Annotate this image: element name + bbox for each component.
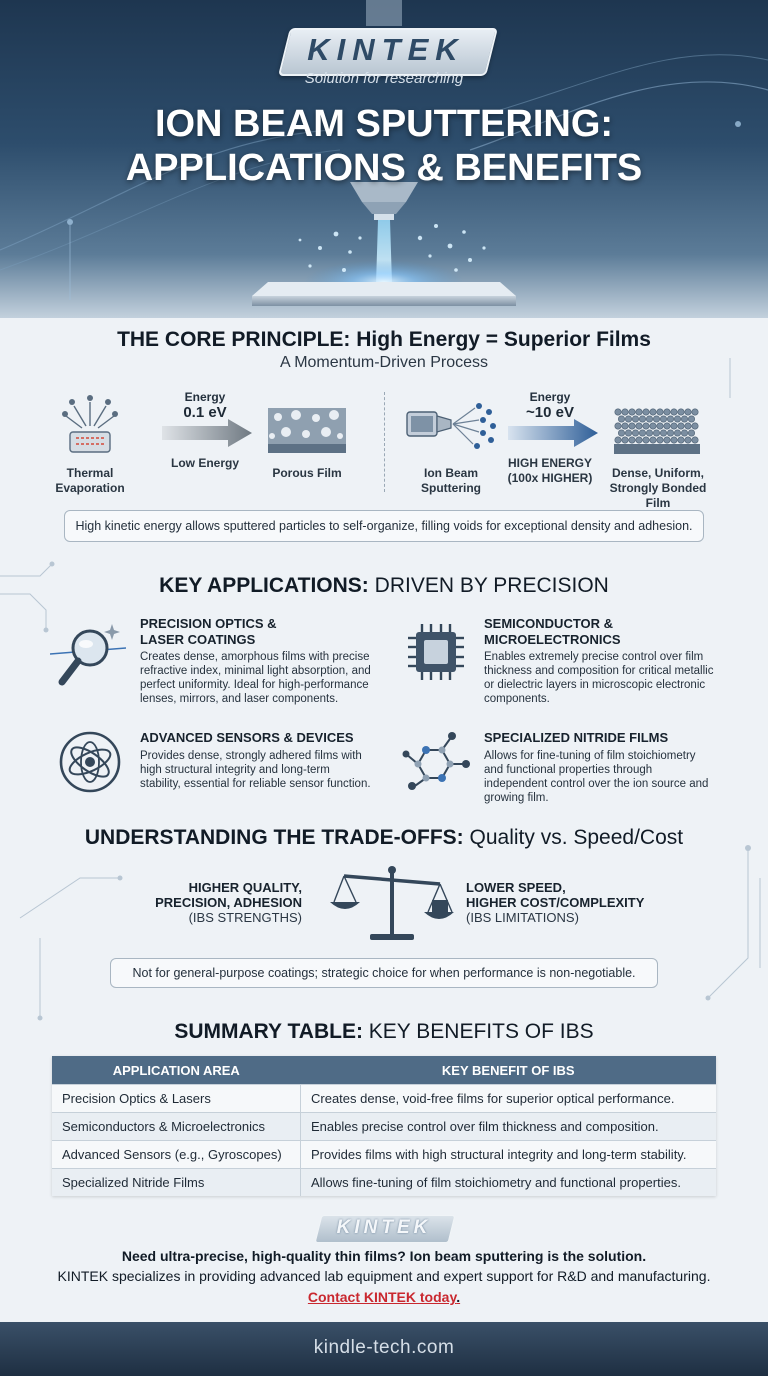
table-cell-benefit: Enables precise control over film thickness and composition. <box>301 1113 717 1141</box>
film-atom <box>615 423 621 429</box>
table-row <box>52 1169 716 1197</box>
tradeoff-callout: Not for general-purpose coatings; strategic choice for when performance is non-negotiable. <box>110 958 658 988</box>
microchip-icon <box>404 620 468 684</box>
footer-url[interactable]: kindle-tech.com <box>313 1337 455 1358</box>
tradeoff-limitations-line-2: HIGHER COST/COMPLEXITY <box>466 895 645 910</box>
applications-heading <box>0 574 768 598</box>
film-atom <box>636 423 642 429</box>
film-atom <box>632 430 638 436</box>
film-atom <box>681 416 687 422</box>
film-atom <box>688 416 694 422</box>
film-atom <box>667 416 673 422</box>
high-energy-note-line-2: (100x HIGHER) <box>507 471 593 485</box>
film-atom <box>678 423 684 429</box>
app-nitride-title: SPECIALIZED NITRIDE FILMS <box>484 730 669 745</box>
magnifier-laser-icon <box>50 618 126 690</box>
table-cell-benefit: Allows fine-tuning of film stoichiometry and functional properties. <box>301 1169 717 1197</box>
tradeoff-strengths-sub: (IBS STRENGTHS) <box>188 910 302 925</box>
molecule-icon <box>402 730 470 790</box>
film-atom <box>618 416 624 422</box>
film-atom <box>678 409 684 415</box>
film-atom <box>622 409 628 415</box>
film-atom <box>629 437 635 443</box>
film-atom <box>667 430 673 436</box>
cta-headline: Need ultra-precise, high-quality thin films? Ion beam sputtering is the solution. <box>121 1248 647 1264</box>
film-atom <box>674 430 680 436</box>
principle-callout: High kinetic energy allows sputtered particles to self-organize, filling voids for exceptional density and adhesion. <box>64 510 704 542</box>
title-line-2: APPLICATIONS & BENEFITS <box>125 147 643 189</box>
ion-beam-source-icon <box>405 400 497 452</box>
tradeoff-strengths-line-2: PRECISION, ADHESION <box>155 895 302 910</box>
film-atom <box>685 423 691 429</box>
thermal-evaporation-label: Thermal Evaporation <box>55 466 125 495</box>
high-energy-arrow-icon <box>508 418 600 448</box>
film-atom <box>629 423 635 429</box>
contact-link[interactable] <box>0 1289 768 1305</box>
kintek-logo: KINTEK <box>307 32 465 67</box>
app-semiconductor-title-line-2: MICROELECTRONICS <box>484 632 621 647</box>
film-atom <box>671 437 677 443</box>
page-title <box>0 102 768 190</box>
applications-heading-rest: DRIVEN BY PRECISION <box>374 574 609 597</box>
film-atom <box>653 416 659 422</box>
porous-film-icon <box>268 408 346 454</box>
ion-beam-sputtering-label: Ion Beam Sputtering <box>421 466 481 495</box>
tradeoffs-heading <box>0 826 768 850</box>
high-energy-value: ~10 eV <box>526 404 574 421</box>
app-optics-title-line-1: PRECISION OPTICS & <box>140 616 277 631</box>
summary-heading <box>0 1020 768 1044</box>
film-atom <box>681 430 687 436</box>
app-semiconductor-title-line-1: SEMICONDUCTOR & <box>484 616 614 631</box>
summary-table <box>52 1056 716 1196</box>
film-atom <box>615 409 621 415</box>
film-atom <box>653 430 659 436</box>
table-cell-area: Advanced Sensors (e.g., Gyroscopes) <box>52 1141 301 1169</box>
gyroscope-icon <box>58 730 122 794</box>
app-semiconductor-title <box>484 616 621 648</box>
principle-subtitle: A Momentum-Driven Process <box>279 354 489 371</box>
table-header-area: APPLICATION AREA <box>52 1056 301 1085</box>
film-atom <box>685 409 691 415</box>
contact-link-period: . <box>456 1289 461 1305</box>
film-atom <box>636 409 642 415</box>
film-atom <box>671 409 677 415</box>
app-sensors-title: ADVANCED SENSORS & DEVICES <box>140 730 354 745</box>
film-atom <box>636 437 642 443</box>
film-atom <box>622 437 628 443</box>
film-atom <box>664 437 670 443</box>
film-atom <box>657 409 663 415</box>
dense-film-icon <box>614 408 700 456</box>
hero-banner <box>0 0 768 318</box>
app-semiconductor-desc: Enables extremely precise control over film thickness and composition for critical metallic or dielectric layers in microscopic electronic components. <box>484 651 714 705</box>
film-atom <box>625 430 631 436</box>
table-header-row <box>52 1056 716 1085</box>
table-cell-benefit: Provides films with high structural integrity and long-term stability. <box>301 1141 717 1169</box>
principle-heading-bold: THE CORE PRINCIPLE: <box>117 328 351 351</box>
tradeoffs-heading-rest: Quality vs. Speed/Cost <box>469 826 684 849</box>
tradeoffs-heading-bold: UNDERSTANDING THE TRADE-OFFS: <box>84 826 464 849</box>
film-atom <box>660 416 666 422</box>
table-cell-area: Specialized Nitride Films <box>52 1169 301 1197</box>
film-atom <box>657 437 663 443</box>
film-atom <box>625 416 631 422</box>
film-atom <box>639 416 645 422</box>
balance-scale-icon <box>330 862 454 944</box>
app-optics-desc: Creates dense, amorphous films with precise refractive index, minimal light absorption, and perfect uniformity. Ideal for high-performance lenses, mirrors, and laser components. <box>140 651 371 705</box>
footer-logo: KINTEK <box>336 1217 432 1238</box>
table-cell-area: Semiconductors & Microelectronics <box>52 1113 301 1141</box>
high-energy-note <box>500 456 600 486</box>
app-optics-title-line-2: LASER COATINGS <box>140 632 256 647</box>
film-atom <box>660 430 666 436</box>
film-atom <box>646 430 652 436</box>
table-cell-area: Precision Optics & Lasers <box>52 1085 301 1113</box>
film-atom <box>678 437 684 443</box>
high-energy-label: Energy <box>529 390 571 404</box>
contact-link-text[interactable]: Contact KINTEK today <box>307 1289 457 1305</box>
film-atom <box>685 437 691 443</box>
film-atom <box>639 430 645 436</box>
low-energy-note: Low Energy <box>170 456 239 470</box>
film-atom <box>688 430 694 436</box>
film-atom <box>664 409 670 415</box>
film-atom <box>622 423 628 429</box>
tradeoff-limitations-sub: (IBS LIMITATIONS) <box>466 910 579 925</box>
tradeoff-limitations <box>466 880 666 925</box>
film-atom <box>692 409 698 415</box>
porous-film-label: Porous Film <box>272 466 342 480</box>
film-atom <box>643 437 649 443</box>
film-atom <box>643 423 649 429</box>
applications-heading-bold: KEY APPLICATIONS: <box>159 574 369 597</box>
film-atom <box>674 416 680 422</box>
low-energy-label: Energy <box>184 390 226 404</box>
tradeoff-limitations-line-1: LOWER SPEED, <box>466 880 566 895</box>
table-row <box>52 1141 716 1169</box>
title-line-1: ION BEAM SPUTTERING: <box>154 103 614 145</box>
film-atom <box>650 437 656 443</box>
film-atom <box>692 423 698 429</box>
table-row <box>52 1085 716 1113</box>
table-cell-benefit: Creates dense, void-free films for superior optical performance. <box>301 1085 717 1113</box>
film-atom <box>646 416 652 422</box>
principle-divider <box>384 392 385 492</box>
thermal-evaporation-icon <box>62 392 118 458</box>
cta-description: KINTEK specializes in providing advanced lab equipment and expert support for R&D and manufacturing. <box>57 1268 711 1284</box>
high-energy-note-line-1: HIGH ENERGY <box>507 456 592 470</box>
film-atom <box>650 409 656 415</box>
film-atom <box>671 423 677 429</box>
tradeoff-strengths <box>130 880 302 925</box>
tradeoff-strengths-line-1: HIGHER QUALITY, <box>188 880 302 895</box>
app-optics-title <box>140 616 277 648</box>
dense-film-label: Dense, Uniform, Strongly Bonded Film <box>609 466 707 510</box>
app-sensors-desc: Provides dense, strongly adhered films with high structural integrity and long-term stability, essential for reliable sensor function. <box>140 750 371 790</box>
film-atom <box>632 416 638 422</box>
film-atom <box>692 437 698 443</box>
film-atom <box>615 437 621 443</box>
film-atom <box>657 423 663 429</box>
logo-tagline: Solution for researching <box>304 70 464 87</box>
film-atom <box>643 409 649 415</box>
principle-heading-rest: High Energy = Superior Films <box>356 328 651 351</box>
film-atom <box>650 423 656 429</box>
table-header-benefit: KEY BENEFIT OF IBS <box>301 1056 717 1085</box>
table-row <box>52 1113 716 1141</box>
low-energy-value: 0.1 eV <box>183 404 227 421</box>
principle-heading <box>0 328 768 352</box>
film-atom <box>618 430 624 436</box>
low-energy-arrow-icon <box>162 418 254 448</box>
film-atom <box>629 409 635 415</box>
summary-heading-bold: SUMMARY TABLE: <box>174 1020 363 1043</box>
app-nitride-desc: Allows for fine-tuning of film stoichiometry and functional properties through independent control over the ion source and growing film. <box>484 750 709 804</box>
film-atom <box>664 423 670 429</box>
summary-heading-rest: KEY BENEFITS OF IBS <box>368 1020 594 1043</box>
